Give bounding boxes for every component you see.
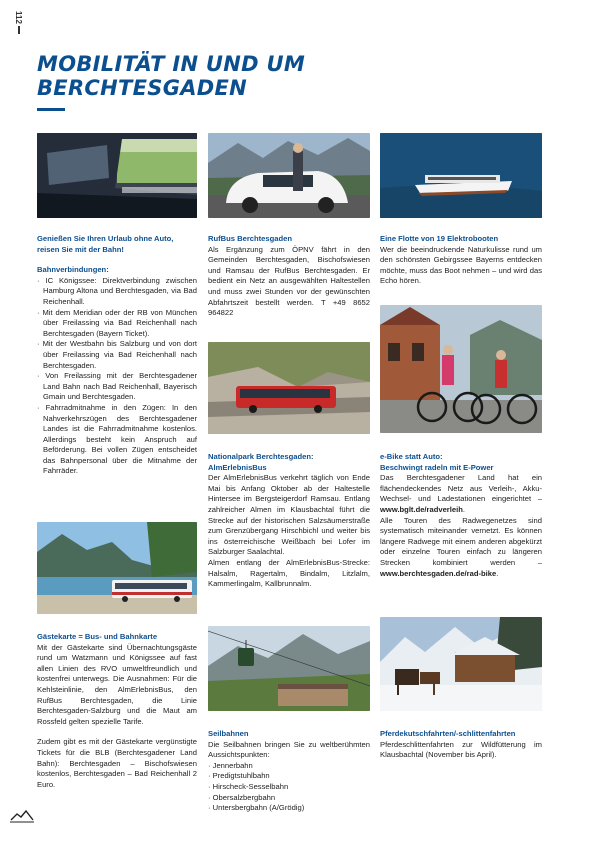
page-title-line-2: BERCHTESGADEN [37,76,248,100]
page-title [37,52,305,100]
title-underline [37,108,65,111]
boote-heading: Eine Flotte von 19 Elektrobooten [380,234,499,243]
gaestekarte-section [37,632,197,790]
list-item: · Hirscheck-Sesselbahn [208,782,370,793]
gaestekarte-text: Mit der Gästekarte sind Übernachtungsgäste rund um Watzmann und Königssee auf fast allen Linien des RVO umweltfreundlich und kostenfrei unterwegs. Die Ausnahmen: Für die Kehlsteinlinie, den AlmErlebnisBus, den RufBus Berchtesgaden, die Linie Berchtesgaden-Salzburg und die Maut am Rossfeld gelten spezielle Tarife. [37,642,197,726]
lake-bus-photo [37,522,197,614]
page-number-text: 112 [14,11,24,24]
bahn-section [37,234,197,477]
train-window-photo [37,133,197,218]
almerlebnisbus-photo [208,342,370,434]
ebike-text-a-body: Das Berchtesgadener Land hat ein flächendeckendes Netz aus Verleih-, Akku-Wechsel- und Ladestationen eingerichtet – [380,473,542,504]
list-item: · Fahrradmitnahme in den Zügen: In den Nahverkehrszügen des Berchtesgadener Landes ist die Fahrradmitnahme kostenlos. Allerdings besteht kein Anspruch auf Beförderung. Bei vollen Zügen entscheidet das Bahnpersonal über die Mitnahme der Fahrräder. [37,403,197,477]
ebike-text-b-body: Alle Touren des Radwegenetzes sind systematisch miteinander vernetzt. Es können längere Radwege mit einem anderen abgekürzt oder einzelne Touren einfach zu längeren Strecken kombiniert werden – [380,515,542,567]
gaestekarte-text-2: Zudem gibt es mit der Gästekarte vergünstigte Tickets für die BLB (Berchtesgadener Land Bahn): Berchtesgaden – Bischofswiesen kostenlos, Berchtesgaden – Bad Reichenhall 2 Euro. [37,737,197,789]
list-item: · Mit dem Meridian oder der RB von München über Freilassing via Bad Reichenhall nach Berchtesgaden (Bayern Ticket). [37,308,197,340]
seilbahn-intro: Die Seilbahnen bringen Sie zu weltberühmten Aussichtspunkten: [208,739,370,760]
bahn-heading-line-2: reisen Sie mit der Bahn! [37,244,124,254]
ebike-text-b: Alle Touren des Radwegenetzes sind systematisch miteinander vernetzt. Es können längere Radwege mit einem anderen abgekürzt oder einzelne Touren einfach zu längeren Strecken kombiniert werden – www.berchtesgaden.de/rad-bike. [380,515,542,578]
bahn-list [37,276,197,477]
rufbus-section [208,234,370,319]
seilbahn-photo [208,626,370,711]
bahn-heading-line-1: Genießen Sie Ihren Urlaub ohne Auto, [37,234,174,243]
kutschfahrten-section [380,729,542,761]
seilbahn-list [208,761,370,814]
page-number [9,11,29,41]
alm-heading-line-1: Nationalpark Berchtesgaden: [208,452,314,461]
page-number-dash [18,26,20,34]
rufbus-heading: RufBus Berchtesgaden [208,234,292,243]
list-item: · Obersalzbergbahn [208,793,370,804]
alm-heading-line-2: AlmErlebnisBus [208,462,267,472]
electric-boat-photo [380,133,542,218]
ebike-section [380,452,542,579]
list-item: · Predigtstuhlbahn [208,771,370,782]
rufbus-car-photo [208,133,370,218]
ebike-riders-photo [380,305,542,433]
ebike-heading-line-2: Beschwingt radeln mit E-Power [380,462,494,472]
seilbahn-heading: Seilbahnen [208,729,249,738]
bahnverbindungen-heading: Bahnverbindungen: [37,265,109,275]
almerlebnisbus-section [208,452,370,590]
alm-text-2: Almen entlang der AlmErlebnisBus-Strecke: Halsalm, Ragertalm, Bindalm, Litzlalm, Kammerlingalm, Kallbrunnalm. [208,557,370,589]
ebike-text-a: Das Berchtesgadener Land hat ein flächendeckendes Netz aus Verleih-, Akku-Wechsel- und Ladestationen eingerichtet – www.bglt.de/radverleih. [380,473,542,514]
kutsch-heading: Pferdekutschfahrten/-schlittenfahrten [380,729,516,738]
gaestekarte-heading: Gästekarte = Bus- und Bahnkarte [37,632,158,641]
kutsch-text: Pferdeschlittenfahrten zur Wildfütterung im Klausbachtal (November bis April). [380,739,542,760]
rad-bike-link[interactable]: www.berchtesgaden.de/rad-bike [380,568,497,578]
ebike-heading-line-1: e-Bike statt Auto: [380,452,443,461]
alm-text: Der AlmErlebnisBus verkehrt täglich von Ende Mai bis Anfang Oktober ab der Haltestelle Hintersee im Bergsteigerdorf Ramsau. Entlang zahlreicher Almen im Klausbachtal führt die Strecke auf der historischen Salzsäumerstraße zum Grenzübergang Hirschbichl und weiter bis ins österreichische Weißbach bei Lofer im Salzburger Saalachtal. [208,473,370,557]
rufbus-text: Als Ergänzung zum ÖPNV fährt in den Gemeinden Berchtesgaden, Bischofswiesen und Ramsau der RufBus Berchtesgaden. Er bedient ein Netz an ausgewählten Haltestellen und muss zwei Stunden vor der gewünschten Abfahrtszeit bestellt werden. T +49 8652 964822 [208,244,370,318]
list-item: · Von Freilassing mit der Berchtesgadener Land Bahn nach Bad Reichenhall, Bayerisch Gmain und Berchtesgaden. [37,371,197,403]
page-title-line-1: MOBILITÄT IN UND UM [37,52,306,76]
list-item: · Mit der Westbahn bis Salzburg und von dort über Freilassing via Bad Reichenhall nach Berchtesgaden. [37,339,197,371]
seilbahn-section [208,729,370,814]
radverleih-link[interactable]: www.bglt.de/radverleih [380,504,463,514]
list-item: · Untersbergbahn (A/Grödig) [208,803,370,814]
list-item: · IC Königssee: Direktverbindung zwischen Hamburg Altona und Berchtesgaden, via Bad Reichenhall. [37,276,197,308]
mountain-icon [10,808,34,824]
horse-sleigh-photo [380,617,542,711]
elektroboote-section [380,234,542,287]
boote-text: Wer die beeindruckende Naturkulisse rund um den schönsten Gebirgssee Bayerns entdecken möchte, muss das Boot nehmen – und wird das Echo hören. [380,244,542,286]
list-item: · Jennerbahn [208,761,370,772]
